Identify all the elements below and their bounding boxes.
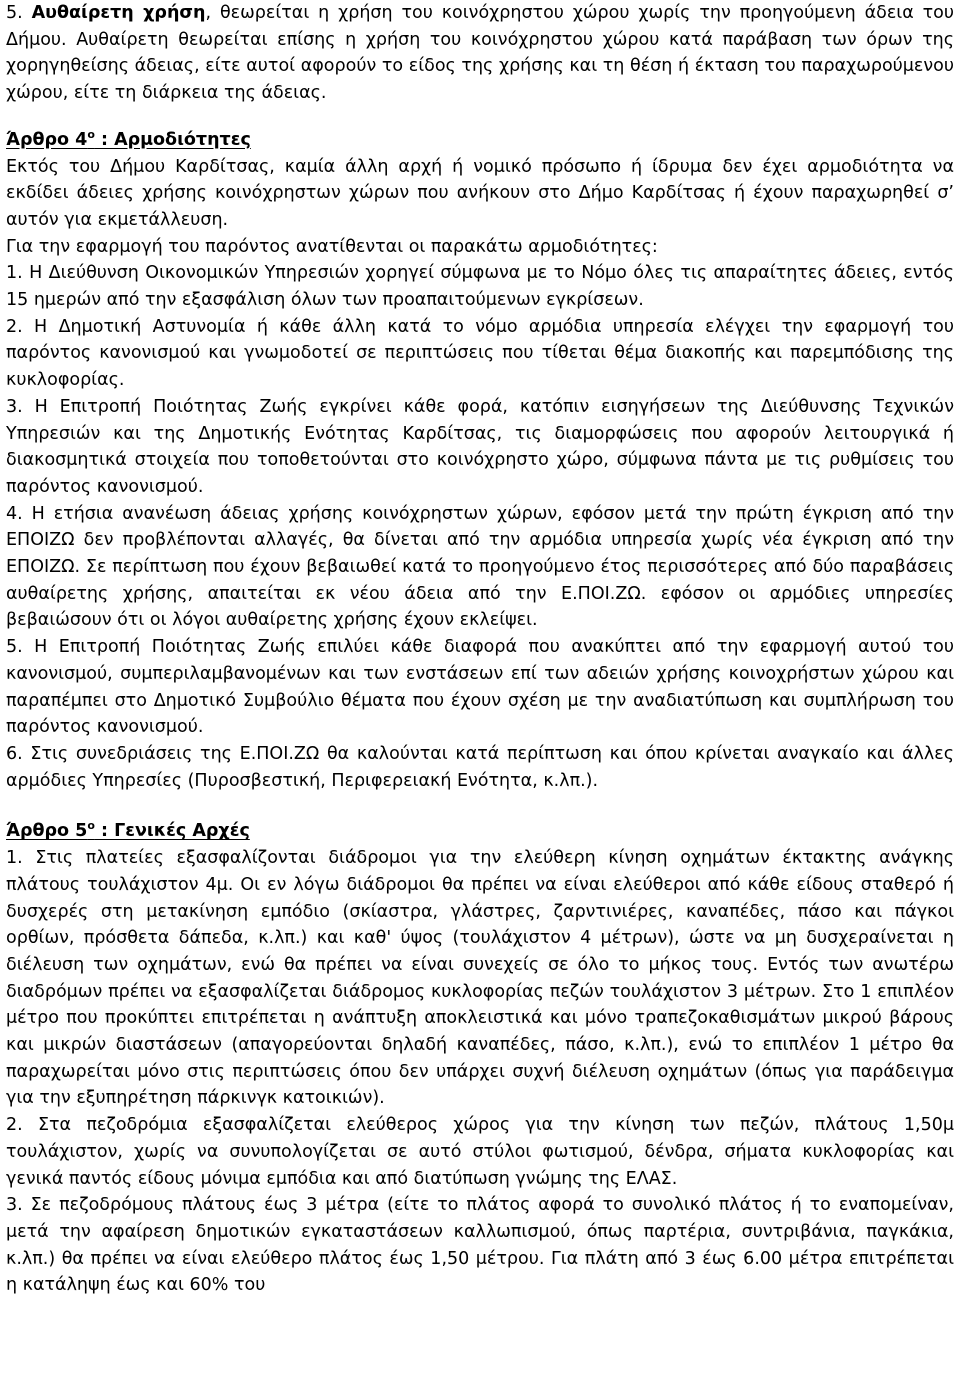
article-4-intro: Εκτός του Δήμου Καρδίτσας, καμία άλλη αρχή ή νομικό πρόσωπο ή ίδρυμα δεν έχει αρμοδιότητα να εκδίδει άδειες χρήσης κοινόχρηστων χώρων που ανήκουν στο Δήμο Καρδίτσας ή έχουν παραχωρηθεί σ’ αυτόν για εκμετάλλευση. bbox=[6, 156, 954, 230]
article-4-heading: Άρθρο $4^o$ : Αρμοδιότητες bbox=[6, 127, 251, 150]
article-4-item-3: 3. Η Επιτροπή Ποιότητας Ζωής εγκρίνει κάθε φορά, κατόπιν εισηγήσεων της Διεύθυνσης Τεχνικών Υπηρεσιών και της Δημοτικής Ενότητας Καρδίτσας, τις διαμορφώσεις που αφορούν λειτουργικά ή διακοσμητικά στοιχεία που τοποθετούνται στο κοινόχρηστο χώρο, σύμφωνα πάντα με τις ρυθμίσεις του παρόντος κανονισμού. bbox=[6, 396, 954, 497]
item-5-number: 5. bbox=[6, 3, 23, 23]
spacer bbox=[6, 107, 954, 127]
article-4-lead: Για την εφαρμογή του παρόντος ανατίθενται οι παρακάτω αρμοδιότητες: bbox=[6, 236, 658, 257]
article-5-heading: Άρθρο $5^o$ : Γενικές Αρχές bbox=[6, 819, 250, 842]
article-4-item-6: 6. Στις συνεδριάσεις της Ε.ΠΟΙ.ΖΩ θα καλούνται κατά περίπτωση και όπου κρίνεται αναγκαίο και άλλες αρμόδιες Υπηρεσίες (Πυροσβεστική, Περιφερειακή Ενότητα, κ.λπ.). bbox=[6, 743, 954, 791]
item-5-term: Αυθαίρετη χρήση bbox=[31, 3, 206, 23]
article-5-item-3: 3. Σε πεζοδρόμους πλάτους έως 3 μέτρα (είτε το πλάτος αφορά το συνολικό πλάτος ή το εναπομείναν, μετά την αφαίρεση δημοτικών εγκαταστάσεων καλλωπισμού, όπως παρτέρια, συντριβάνια, παγκάκια, κ.λπ.) θα πρέπει να είναι ελεύθερο πλάτος έως 1,50 μέτρου. Για πλάτη από 3 έως 6.00 μέτρα επιτρέπεται η κατάληψη έως και 60% του bbox=[6, 1195, 954, 1296]
article-5-item-1: 1. Στις πλατείες εξασφαλίζονται διάδρομοι για την ελεύθερη κίνηση οχημάτων έκτακτης ανάγκης πλάτους τουλάχιστον 4μ. Οι εν λόγω διάδρομοι θα πρέπει να είναι ελεύθεροι από κάθε είδους σταθερό ή δυσχερές στη μετακίνηση εμπόδιο (σκίαστρα, γλάστρες, ζαρντινιέρες, καναπέδες, πάσο και πάγκοι ορθίων, πρόσθετα δάπεδα, κ.λπ.) και καθ' ύψος (τουλάχιστον 4 μέτρων), ώστε να μη δυσχεραίνεται η διέλευση των οχημάτων, ενώ θα πρέπει να είναι συνεχείς σε όλο το μήκος τους. Εντός των ανωτέρω διαδρόμων πρέπει να εξασφαλίζεται διάδρομος κυκλοφορίας πεζών τουλάχιστον 3 μέτρων. Στο 1 επιπλέον μέτρο που προκύπτει επιτρέπεται η ανάπτυξη αποκλειστικά και μόνο τραπεζοκαθισμάτων μικρού βάρους και μικρών διαστάσεων (απαγορεύονται δηλαδή καναπέδες, πάσο, κ.λπ.), ενώ το επιπλέον 1 μέτρο θα παραχωρείται μόνο στις περιπτώσεις όπου δεν υπάρχει συχνή διέλευση οχημάτων (όπως για παράδειγμα για την εξυπηρέτηση πάρκινγκ κατοικιών). bbox=[6, 848, 954, 1109]
article-4-item-4: 4. Η ετήσια ανανέωση άδειας χρήσης κοινόχρηστων χώρων, εφόσον μετά την πρώτη έγκριση από την ΕΠΟΙΖΩ δεν προβλέπονται αλλαγές, θα δίνεται από την αρμόδια υπηρεσία χωρίς νέα έγκριση από την ΕΠΟΙΖΩ. Σε περίπτωση που έχουν βεβαιωθεί κατά το προηγούμενο έτος περισσότερες από δύο παραβάσεις αυθαίρετης χρήσης, απαιτείται εκ νέου άδεια από την Ε.ΠΟΙ.ΖΩ. εφόσον οι αρμόδιες υπηρεσίες βεβαιώσουν ότι οι λόγοι αυθαίρετης χρήσης έχουν εκλείψει. bbox=[6, 503, 954, 631]
article-4-item-2: 2. Η Δημοτική Αστυνομία ή κάθε άλλη κατά το νόμο αρμόδια υπηρεσία ελέγχει την εφαρμογή του παρόντος κανονισμού και γνωμοδοτεί σε περιπτώσεις που τίθεται θέμα διακοπής και παρεμπόδισης της κυκλοφορίας. bbox=[6, 316, 954, 391]
article-4-item-1: 1. Η Διεύθυνση Οικονομικών Υπηρεσιών χορηγεί σύμφωνα με το Νόμο όλες τις απαραίτητες άδειες, εντός 15 ημερών από την εξασφάλιση όλων των προαπαιτούμενων εγκρίσεων. bbox=[6, 263, 954, 311]
article-4-item-5: 5. Η Επιτροπή Ποιότητας Ζωής επιλύει κάθε διαφορά που ανακύπτει από την εφαρμογή αυτού του κανονισμού, συμπεριλαμβανομένων και των ενστάσεων επί των αδειών χρήσης κοινοχρήστων χώρου και παραπέμπει στο Δημοτικό Συμβούλιο θέματα που έχουν σχέση με την αναδιατύπωση και συμπλήρωση του παρόντος κανονισμού. bbox=[6, 637, 954, 738]
article-5-item-2: 2. Στα πεζοδρόμια εξασφαλίζεται ελεύθερος χώρος για την κίνηση των πεζών, πλάτους 1,50μ τουλάχιστον, χωρίς να συνυπολογίζεται σε αυτό στύλοι φωτισμού, δένδρα, σήματα κυκλοφορίας και γενικά παντός είδους μόνιμα εμπόδια και από διατύπωση γνώμης της ΕΛΑΣ. bbox=[6, 1115, 954, 1189]
spacer bbox=[6, 794, 954, 818]
article-prev-item-5 bbox=[6, 0, 954, 107]
item-5-text: , θεωρείται η χρήση του κοινόχρηστου χώρου χωρίς την προηγούμενη άδεια του Δήμου. Αυθαίρετη θεωρείται επίσης η χρήση του κοινόχρηστου χώρου κατά παράβαση των όρων της χορηγηθείσης άδειας, είτε αυτοί αφορούν το είδος της χρήσης και τη θέση ή έκταση του παραχωρούμενου χώρου, είτε τη διάρκεια της άδειας. bbox=[6, 3, 954, 104]
